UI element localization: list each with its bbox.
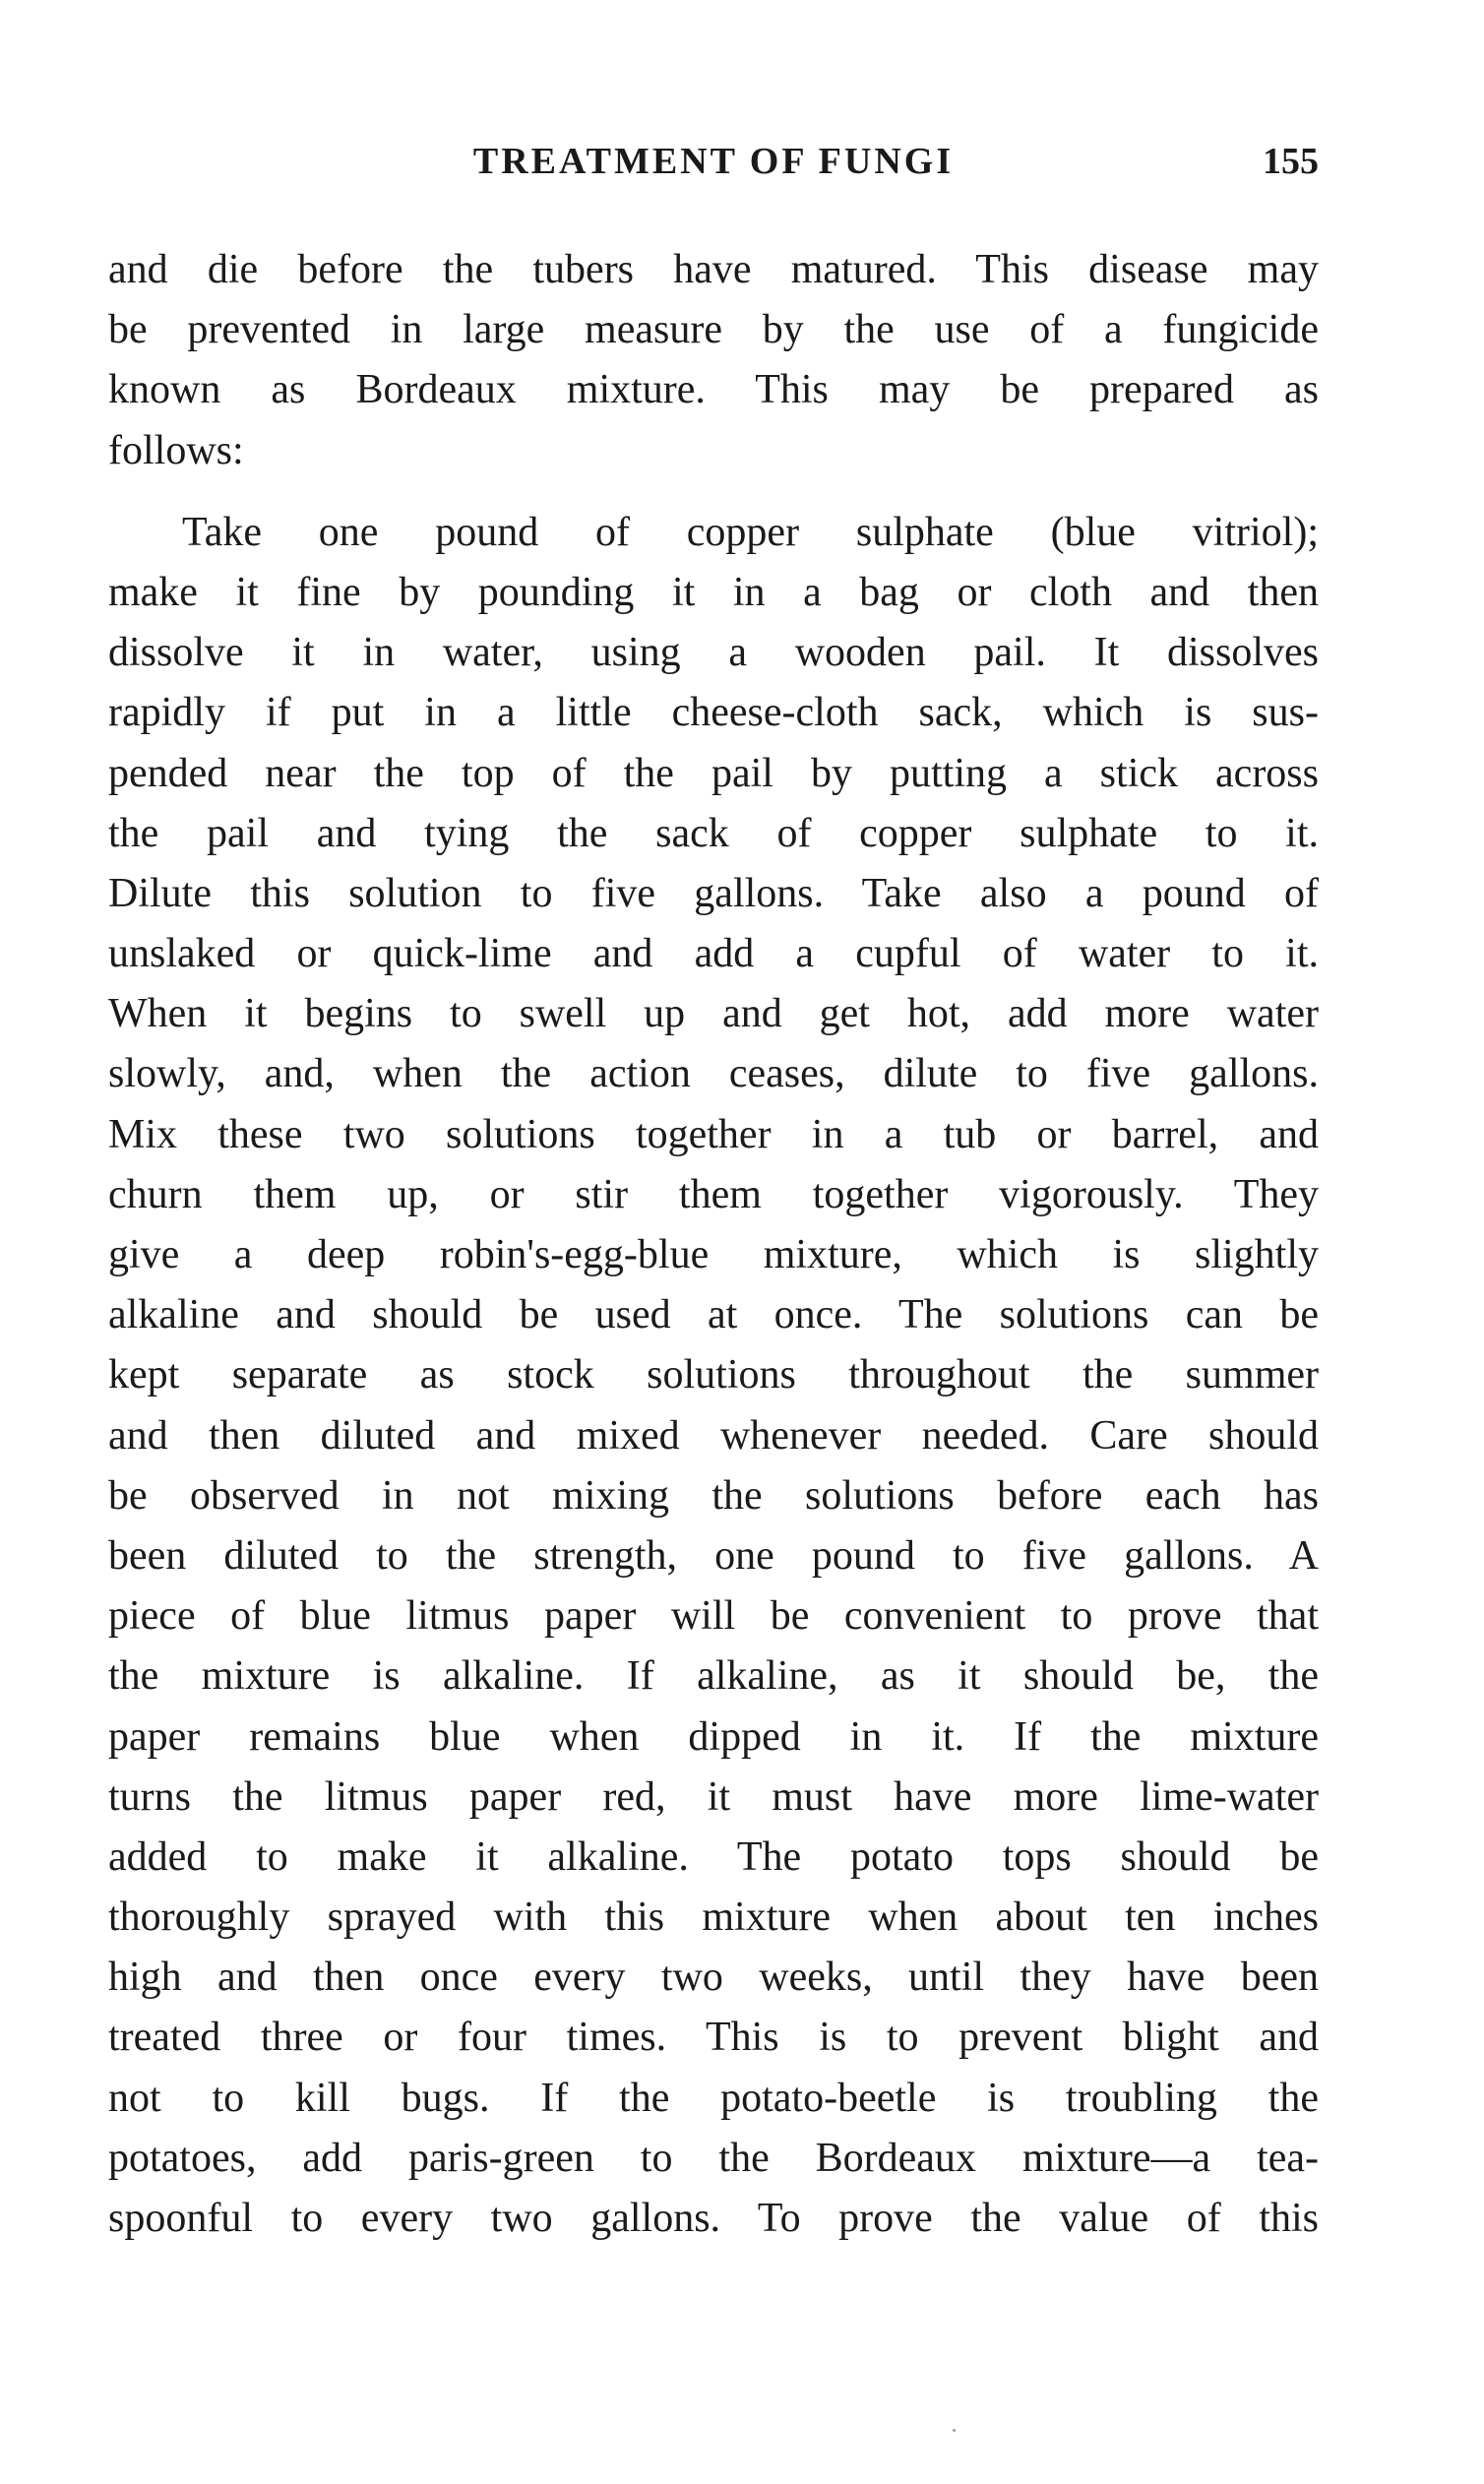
running-title: TREATMENT OF FUNGI bbox=[472, 141, 955, 182]
paragraph-2 bbox=[108, 503, 1319, 2249]
text-line: give a deep robin's-egg-blue mixture, which is slightly bbox=[108, 1232, 1319, 1277]
text-line: When it begins to swell up and get hot, add more water bbox=[108, 991, 1319, 1037]
text-line: high and then once every two weeks, until they have been bbox=[108, 1955, 1319, 2001]
text-line: potatoes, add paris-green to the Bordeaux mixture—a tea- bbox=[108, 2135, 1319, 2181]
text-line: the mixture is alkaline. If alkaline, as it should be, the bbox=[108, 1653, 1319, 1700]
running-head bbox=[108, 140, 1319, 199]
text-line: follows: bbox=[108, 427, 244, 473]
text-line: be prevented in large measure by the use of a fungicide bbox=[108, 307, 1319, 353]
text-line: and then diluted and mixed whenever needed. Care should bbox=[108, 1412, 1319, 1459]
text-line: not to kill bugs. If the potato-beetle is troubling the bbox=[108, 2075, 1319, 2121]
text-line: make it fine by pounding it in a bag or cloth and then bbox=[108, 569, 1319, 615]
body-text bbox=[108, 240, 1319, 2249]
text-line: pended near the top of the pail by putting a stick across bbox=[108, 750, 1319, 796]
text-line: spoonful to every two gallons. To prove the value of this bbox=[108, 2196, 1319, 2241]
text-line: Dilute this solution to five gallons. Take also a pound of bbox=[108, 870, 1319, 916]
text-line: known as Bordeaux mixture. This may be prepared as bbox=[108, 367, 1319, 413]
text-line: Mix these two solutions together in a tub or barrel, and bbox=[108, 1111, 1319, 1157]
text-line: turns the litmus paper red, it must have more lime-water bbox=[108, 1773, 1319, 1820]
text-line: alkaline and should be used at once. The solutions can be bbox=[108, 1292, 1319, 1338]
text-line: Take one pound of copper sulphate (blue vitriol); bbox=[182, 509, 1319, 555]
text-line: unslaked or quick-lime and add a cupful of water to it. bbox=[108, 931, 1319, 977]
text-line: paper remains blue when dipped in it. If the mixture bbox=[108, 1713, 1319, 1760]
text-line: been diluted to the strength, one pound to five gallons. A bbox=[108, 1532, 1319, 1579]
scan-speck bbox=[953, 2429, 956, 2432]
text-line: kept separate as stock solutions throughout the summer bbox=[108, 1352, 1319, 1398]
text-line: dissolve it in water, using a wooden pail. It dissolves bbox=[108, 630, 1319, 676]
text-line: added to make it alkaline. The potato tops should be bbox=[108, 1833, 1319, 1880]
text-line: be observed in not mixing the solutions before each has bbox=[108, 1472, 1319, 1519]
text-line: rapidly if put in a little cheese-cloth sack, which is sus- bbox=[108, 690, 1319, 736]
text-line: churn them up, or stir them together vigorously. They bbox=[108, 1171, 1319, 1217]
paragraph-1 bbox=[108, 240, 1319, 481]
text-line: and die before the tubers have matured. This disease may bbox=[108, 247, 1319, 292]
text-line: the pail and tying the sack of copper sulphate to it. bbox=[108, 810, 1319, 856]
paragraph-gap bbox=[108, 481, 1319, 503]
page-number: 155 bbox=[1263, 141, 1319, 182]
text-line: treated three or four times. This is to prevent blight and bbox=[108, 2015, 1319, 2061]
text-line: slowly, and, when the action ceases, dilute to five gallons. bbox=[108, 1051, 1319, 1097]
text-line: thoroughly sprayed with this mixture when about ten inches bbox=[108, 1894, 1319, 1941]
text-line: piece of blue litmus paper will be convenient to prove that bbox=[108, 1593, 1319, 1640]
